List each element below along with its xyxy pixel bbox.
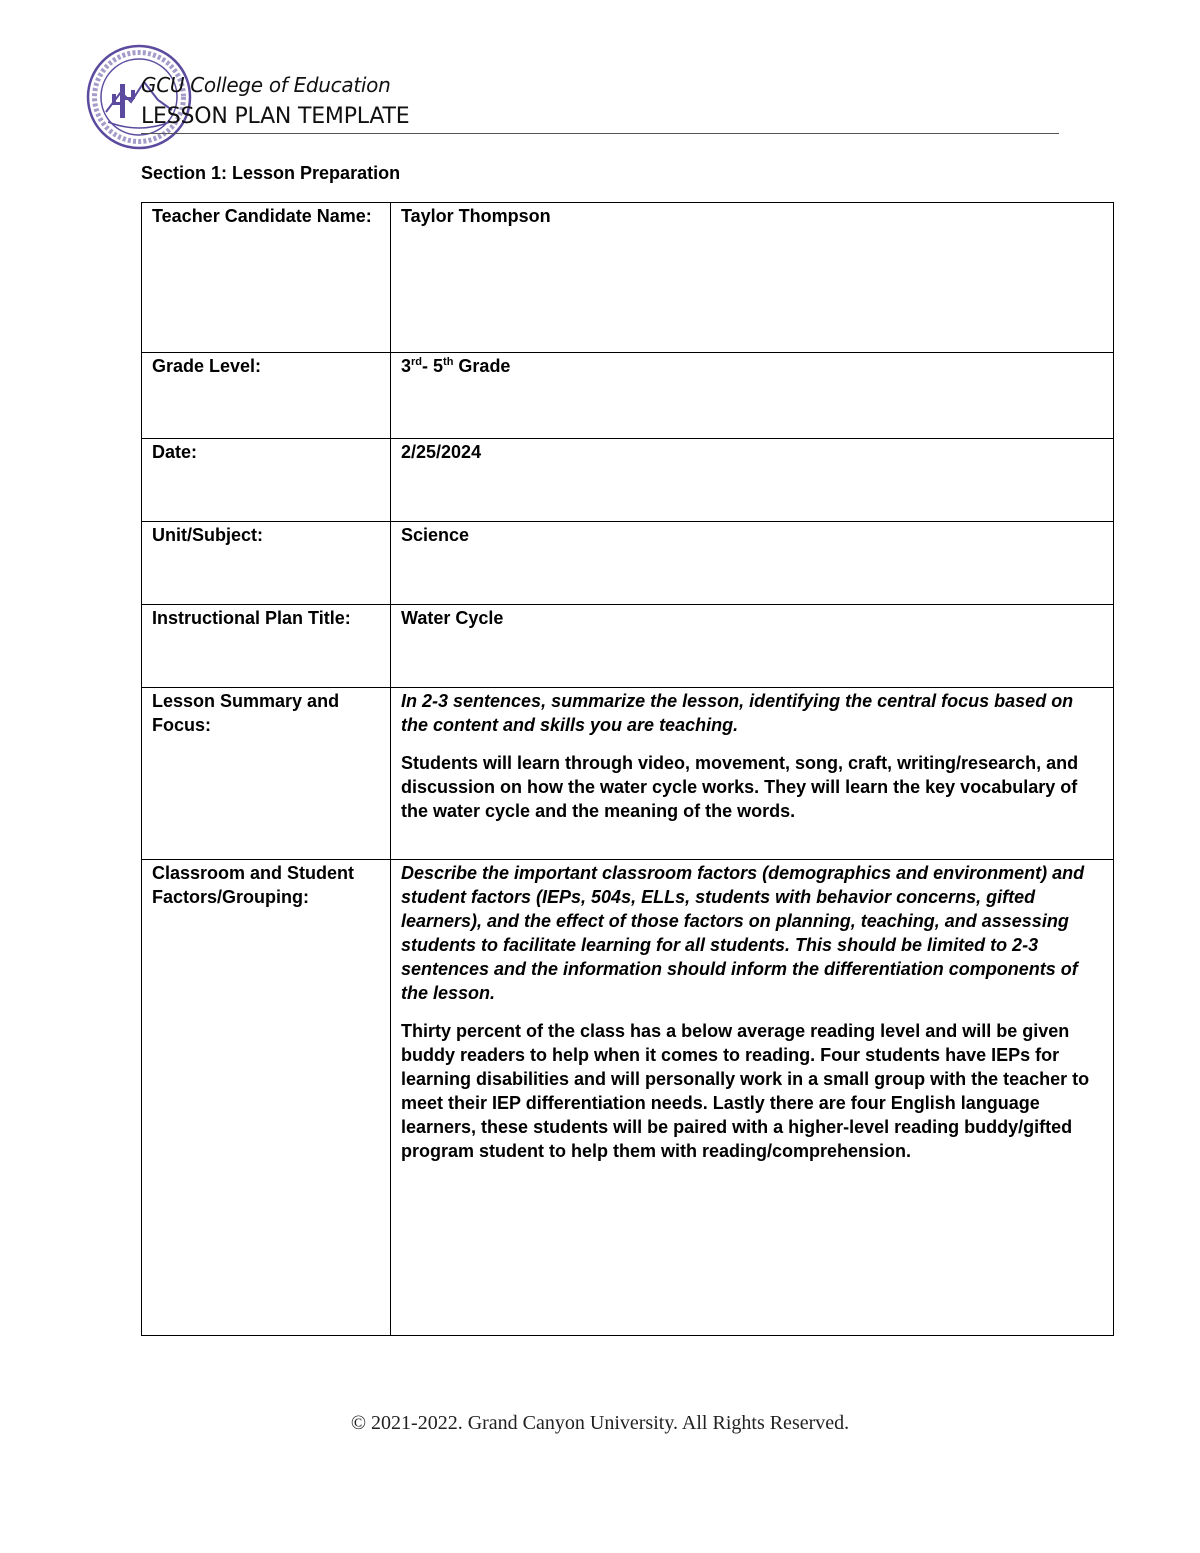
- template-title: LESSON PLAN TEMPLATE: [141, 104, 410, 129]
- grade-start-suffix: rd: [411, 356, 423, 368]
- date-value: 2/25/2024: [391, 439, 1114, 522]
- plan-title-row: [142, 605, 1114, 688]
- grade-end-suffix: th: [443, 356, 454, 368]
- header-divider: [141, 133, 1059, 134]
- copyright-footer: © 2021-2022. Grand Canyon University. All Rights Reserved.: [350, 1412, 850, 1434]
- factors-prompt: Describe the important classroom factors (demographics and environment) and student factors (IEPs, 504s, ELLs, students with behavior concerns, gifted learners), and the effect of those factors on planning, teaching, and assessing students to facilitate learning for all students. This should be limited to 2-3 sentences and the information should inform the differentiation components of the lesson.: [401, 863, 1085, 1003]
- teacher-row: [142, 203, 1114, 353]
- summary-cell: [391, 688, 1114, 860]
- factors-row: [142, 860, 1114, 1336]
- unit-value: Science: [391, 522, 1114, 605]
- grade-row: [142, 353, 1114, 439]
- factors-label: Classroom and Student Factors/Grouping:: [142, 860, 391, 1336]
- grade-mid: - 5: [422, 356, 444, 376]
- section-title: Section 1: Lesson Preparation: [141, 163, 401, 183]
- plan-title-value: Water Cycle: [391, 605, 1114, 688]
- date-label: Date:: [142, 439, 391, 522]
- factors-cell: [391, 860, 1114, 1336]
- factors-answer: Thirty percent of the class has a below average reading level and will be given buddy readers to help when it comes to reading. Four students have IEPs for learning disabilities and will personally work in a small group with the teacher to meet their IEP differentiation needs. Lastly there are four English language learners, these students will be paired with a higher-level reading buddy/gifted program student to help them with reading/comprehension.: [401, 1021, 1090, 1161]
- summary-label: Lesson Summary and Focus:: [142, 688, 391, 860]
- lesson-preparation-table: [141, 202, 1114, 1336]
- plan-title-label: Instructional Plan Title:: [142, 605, 391, 688]
- grade-end: Grade: [453, 356, 511, 376]
- unit-label: Unit/Subject:: [142, 522, 391, 605]
- grade-value: [391, 353, 1114, 439]
- summary-prompt: In 2-3 sentences, summarize the lesson, identifying the central focus based on the content and skills you are teaching.: [401, 691, 1074, 735]
- summary-answer: Students will learn through video, movement, song, craft, writing/research, and discussion on how the water cycle works. They will learn the key vocabulary of the water cycle and the meaning of the words.: [401, 753, 1079, 821]
- summary-row: [142, 688, 1114, 860]
- unit-row: [142, 522, 1114, 605]
- date-row: [142, 439, 1114, 522]
- teacher-label: Teacher Candidate Name:: [142, 203, 391, 353]
- teacher-value: Taylor Thompson: [391, 203, 1114, 353]
- gcu-seal-logo: [86, 44, 192, 150]
- grade-label: Grade Level:: [142, 353, 391, 439]
- college-name: GCU College of Education: [141, 73, 391, 97]
- grade-start: 3: [401, 356, 412, 376]
